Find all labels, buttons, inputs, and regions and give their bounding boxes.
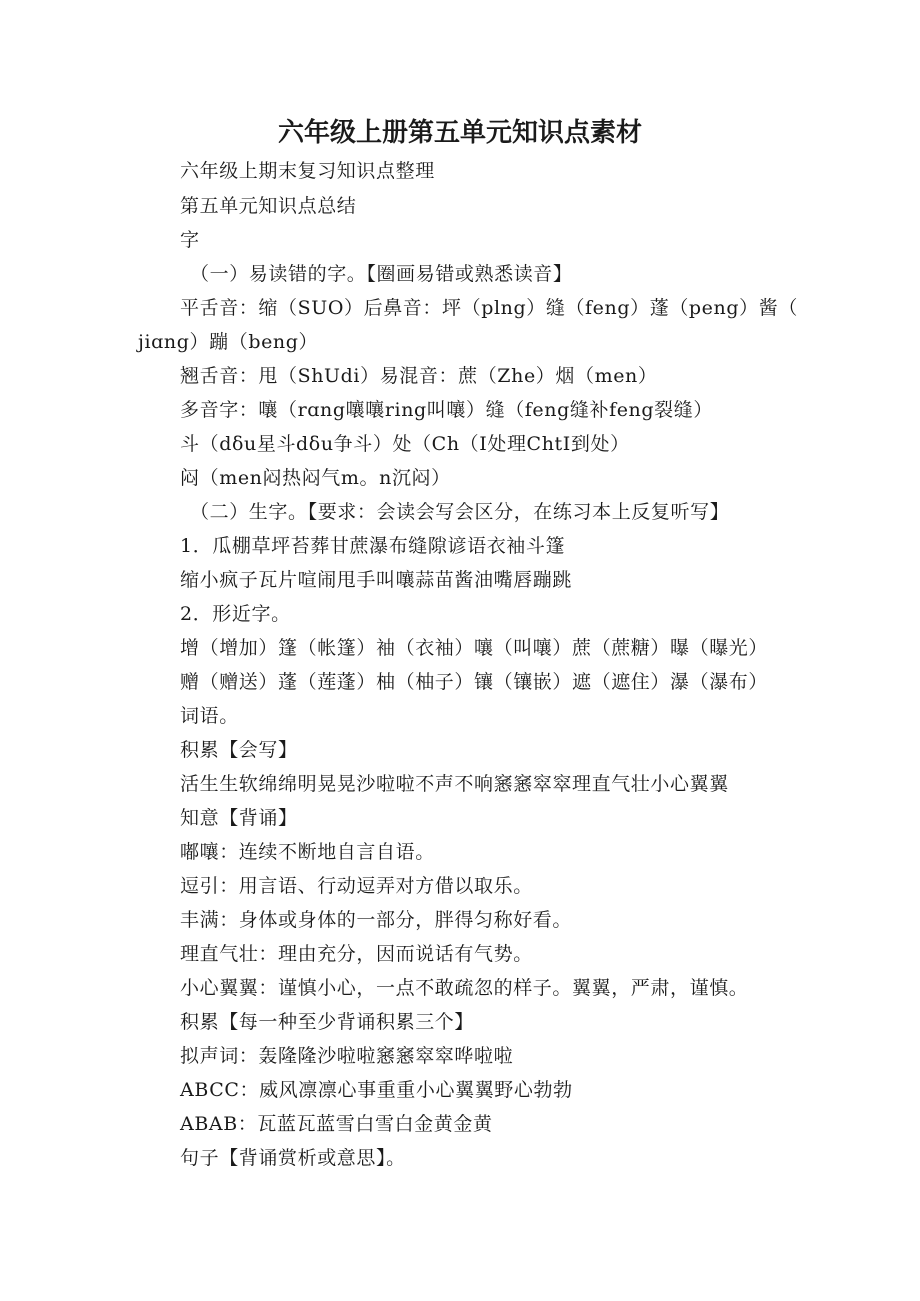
text-line: 理直气壮：理由充分，因而说话有气势。	[180, 943, 533, 965]
text-line: 斗（dδu星斗dδu争斗）处（Ch（I处理ChtI到处）	[180, 433, 630, 455]
text-line: 闷（men闷热闷气m。n沉闷）	[180, 467, 451, 489]
text-line: 2．形近字。	[180, 603, 291, 625]
text-line: 字	[180, 229, 200, 251]
text-line: 缩小疯子瓦片喧闹甩手叫嚷蒜苗酱油嘴唇蹦跳	[180, 569, 573, 591]
text-line: 第五单元知识点总结	[180, 195, 357, 217]
section-heading: （二）生字。【要求：会读会写会区分，在练习本上反复听写】	[190, 501, 730, 523]
text-line: 赠（赠送）蓬（莲蓬）柚（柚子）镶（镶嵌）遮（遮住）瀑（瀑布）	[180, 671, 769, 693]
text-line: 积累【会写】	[180, 739, 298, 761]
text-line: 拟声词：轰隆隆沙啦啦窸窸窣窣哗啦啦	[180, 1045, 514, 1067]
text-line: jiɑng）蹦（beng）	[138, 331, 319, 353]
text-line: 丰满：身体或身体的一部分，胖得匀称好看。	[180, 909, 573, 931]
section-heading: （一）易读错的字。【圈画易错或熟悉读音】	[190, 263, 573, 285]
page-title: 六年级上册第五单元知识点素材	[277, 118, 642, 148]
text-line: 增（增加）篷（帐篷）袖（衣袖）嚷（叫嚷）蔗（蔗糖）曝（曝光）	[180, 637, 769, 659]
text-line: 知意【背诵】	[180, 807, 298, 829]
text-line: 句子【背诵赏析或意思】。	[180, 1147, 406, 1169]
text-line: 活生生软绵绵明晃晃沙啦啦不声不响窸窸窣窣理直气壮小心翼翼	[180, 773, 729, 795]
text-line: 平舌音：缩（SUO）后鼻音：坪（plng）缝（feng）蓬（peng）酱（	[180, 297, 798, 319]
text-line: 1．瓜棚草坪苔葬甘蔗瀑布缝隙谚语衣袖斗篷	[180, 535, 566, 557]
text-line: ABCC：威风凛凛心事重重小心翼翼野心勃勃	[180, 1079, 573, 1101]
text-line: 小心翼翼：谨慎小心，一点不敢疏忽的样子。翼翼，严肃，谨慎。	[180, 977, 749, 999]
text-line: ABAB：瓦蓝瓦蓝雪白雪白金黄金黄	[180, 1113, 493, 1135]
text-line: 多音字：嚷（rɑng嚷嚷ring叫嚷）缝（feng缝补feng裂缝）	[180, 399, 713, 421]
text-line: 翘舌音：甩（ShUdi）易混音：蔗（Zhe）烟（men）	[180, 365, 658, 387]
text-line: 嘟嚷：连续不断地自言自语。	[180, 841, 435, 863]
text-line: 词语。	[180, 705, 239, 727]
text-line: 六年级上期末复习知识点整理	[180, 160, 435, 182]
text-line: 积累【每一种至少背诵积累三个】	[180, 1011, 475, 1033]
text-line: 逗引：用言语、行动逗弄对方借以取乐。	[180, 875, 533, 897]
